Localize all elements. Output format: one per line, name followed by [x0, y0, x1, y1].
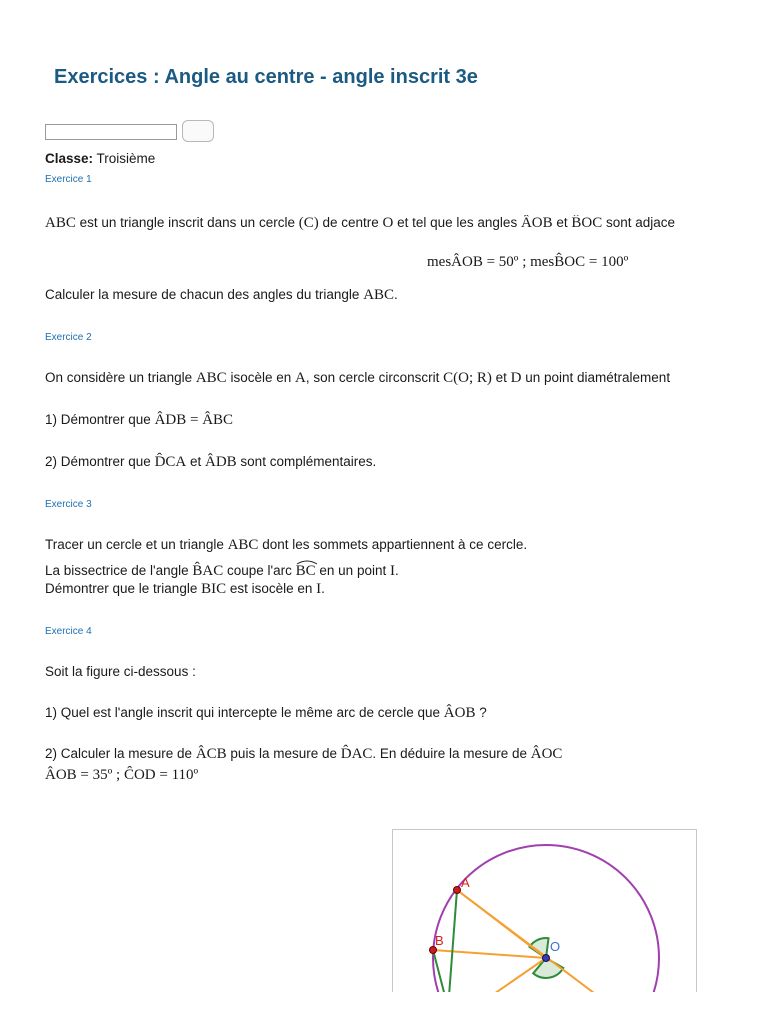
text: 1) Quel est l'angle inscrit qui intercepte le même arc de cercle que — [45, 705, 444, 720]
math-abc: ABC — [195, 370, 227, 386]
math-angle-aob: ÂOB — [443, 705, 476, 721]
math-angle-aoc: ÂOC — [530, 746, 563, 762]
text: un point diamétralement — [521, 370, 671, 385]
text: sont complémentaires. — [236, 454, 377, 469]
math-a: A — [294, 370, 306, 386]
geometry-figure-svg — [393, 830, 696, 992]
exercise-2-question-1 — [45, 412, 233, 429]
text: en un point — [315, 563, 390, 578]
label-o: O — [550, 939, 561, 954]
text: . En déduire la mesure de — [372, 746, 531, 761]
exercise-2-heading: Exercice 2 — [45, 332, 92, 343]
segment-b-bottom — [433, 950, 445, 992]
classe-value: Troisième — [96, 151, 156, 166]
text: et — [491, 370, 511, 385]
exercise-2-statement — [45, 370, 732, 387]
exercise-4-heading: Exercice 4 — [45, 626, 92, 637]
text: isocèle en — [226, 370, 295, 385]
text: . — [394, 563, 399, 578]
text: . — [321, 581, 325, 596]
text: , son cercle circonscrit — [305, 370, 444, 385]
exercise-3-line-2 — [45, 563, 399, 580]
math-angle-dac: D̂AC — [340, 746, 373, 762]
segment-a-bottom — [457, 890, 598, 992]
point-o — [543, 955, 550, 962]
exercise-1-statement — [45, 215, 732, 232]
math-angle-acb: ÂCB — [195, 746, 227, 762]
page-title: Exercices : Angle au centre - angle inscrit 3e — [54, 66, 478, 88]
math-circle-cor: C(O; R) — [443, 370, 492, 386]
text: On considère un triangle — [45, 370, 196, 385]
math-equality: ÂDB = ÂBC — [154, 412, 234, 428]
text: est un triangle inscrit dans un cercle — [75, 215, 299, 230]
text: dont les sommets appartiennent à ce cercle. — [258, 537, 528, 552]
math-arc-bc — [296, 563, 316, 580]
exercise-1-formula: mesÂOB = 50º ; mesB̂OC = 100º — [427, 254, 629, 270]
text: et tel que les angles — [393, 215, 521, 230]
text: Tracer un cercle et un triangle — [45, 537, 228, 552]
math-i: I — [389, 563, 395, 579]
exercise-2-question-2 — [45, 454, 376, 471]
exercise-1-heading: Exercice 1 — [45, 174, 92, 185]
math-angle-aob: ÂOB — [520, 215, 553, 231]
math-angle-boc: B̂OC — [571, 215, 603, 231]
text: puis la mesure de — [226, 746, 341, 761]
classe-line — [45, 151, 155, 166]
exercise-3-line-3 — [45, 581, 325, 598]
arc-mark-icon — [296, 559, 318, 565]
math-abc: ABC — [363, 287, 395, 303]
search-button[interactable] — [182, 120, 214, 142]
text: 1) Démontrer que — [45, 412, 155, 427]
exercise-4-question-1 — [45, 705, 487, 722]
segment-bo — [433, 950, 546, 958]
exercise-4-question-2 — [45, 746, 562, 763]
segment-ab — [449, 890, 457, 992]
geometry-figure — [392, 829, 697, 992]
text: coupe l'arc — [223, 563, 296, 578]
exercise-4-data: ÂOB = 35º ; ĈOD = 110º — [45, 767, 199, 783]
exercise-1-question — [45, 287, 398, 304]
text: est isocèle en — [226, 581, 317, 596]
label-b: B — [435, 933, 444, 948]
exercise-4-intro: Soit la figure ci-dessous : — [45, 664, 196, 679]
text: . — [394, 287, 398, 302]
math-d: D — [510, 370, 522, 386]
point-a — [454, 887, 461, 894]
arc-label: BC — [295, 563, 316, 579]
text: La bissectrice de l'angle — [45, 563, 193, 578]
math-i: I — [316, 581, 322, 597]
math-bic: BIC — [201, 581, 227, 597]
text: Démontrer que le triangle — [45, 581, 202, 596]
math-angle-bac: B̂AC — [192, 563, 224, 579]
math-circle-c: (C) — [298, 215, 319, 231]
label-a: A — [461, 875, 470, 890]
math-abc: ABC — [45, 215, 76, 231]
text: et — [552, 215, 572, 230]
exercise-3-line-1 — [45, 537, 527, 554]
math-abc: ABC — [227, 537, 259, 553]
text: Calculer la mesure de chacun des angles du triangle — [45, 287, 364, 302]
math-angle-dca: D̂CA — [154, 454, 187, 470]
exercise-3-heading: Exercice 3 — [45, 499, 92, 510]
text: sont adjace — [602, 215, 676, 230]
classe-label: Classe: — [45, 151, 94, 166]
math-angle-adb: ÂDB — [205, 454, 237, 470]
search-input[interactable] — [45, 124, 177, 140]
text: 2) Démontrer que — [45, 454, 155, 469]
text: ? — [475, 705, 487, 720]
math-o: O — [382, 215, 394, 231]
text: et — [186, 454, 205, 469]
text: 2) Calculer la mesure de — [45, 746, 196, 761]
text: de centre — [318, 215, 383, 230]
